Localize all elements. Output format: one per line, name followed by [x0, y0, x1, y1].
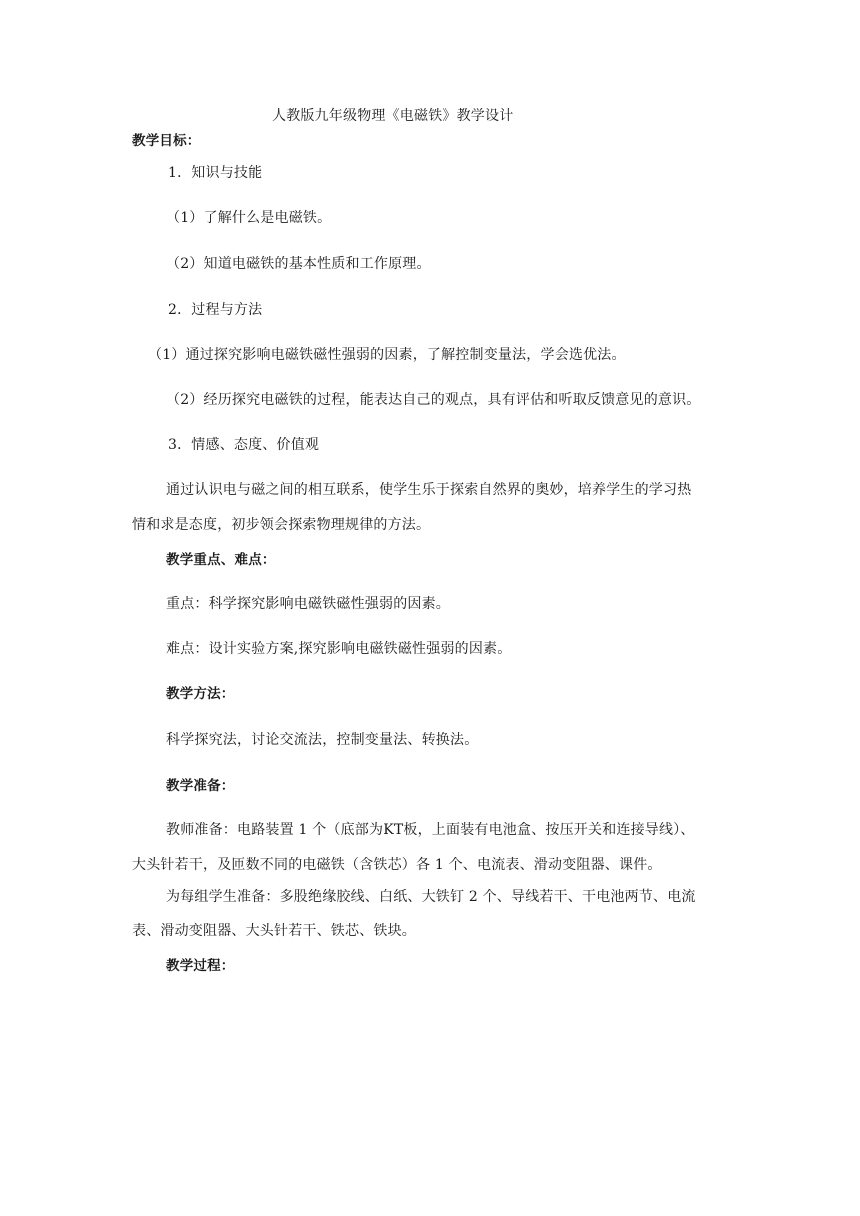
emotion-paragraph: 通过认识电与磁之间的相互联系，使学生乐于探索自然界的奥妙，培养学生的学习热 [166, 482, 692, 498]
process-heading: 教学过程： [166, 958, 235, 974]
emotion-attitude-heading: 3．情感、态度、价值观 [168, 437, 320, 453]
objectives-heading: 教学目标： [132, 133, 201, 149]
document-title: 人教版九年级物理《电磁铁》教学设计 [272, 108, 514, 124]
objective-item: （1）通过探究影响电磁铁磁性强弱的因素，了解控制变量法，学会选优法。 [148, 347, 626, 363]
objective-item: （2）经历探究电磁铁的过程，能表达自己的观点，具有评估和听取反馈意见的意识。 [166, 392, 701, 408]
focus-text: 重点：科学探究影响电磁铁磁性强弱的因素。 [166, 596, 450, 612]
objective-item: （2）知道电磁铁的基本性质和工作原理。 [166, 256, 431, 272]
teacher-preparation: 教师准备：电路装置 1 个（底部为KT板，上面装有电池盒、按压开关和连接导线）、 [166, 822, 695, 838]
methods-heading: 教学方法： [166, 686, 235, 702]
student-preparation: 为每组学生准备：多股绝缘胶线、白纸、大铁钉 2 个、导线若干、干电池两节、电流 [166, 889, 696, 905]
preparation-heading: 教学准备： [166, 778, 235, 794]
knowledge-skills-heading: 1．知识与技能 [168, 165, 263, 181]
student-preparation: 表、滑动变阻器、大头针若干、铁芯、铁块。 [132, 923, 416, 939]
methods-text: 科学探究法，讨论交流法，控制变量法、转换法。 [166, 732, 479, 748]
teacher-preparation: 大头针若干，及匝数不同的电磁铁（含铁芯）各 1 个、电流表、滑动变阻器、课件。 [132, 857, 662, 873]
emotion-paragraph: 情和求是态度，初步领会探索物理规律的方法。 [132, 517, 431, 533]
objective-item: （1）了解什么是电磁铁。 [166, 210, 332, 226]
process-method-heading: 2．过程与方法 [168, 302, 263, 318]
difficulty-text: 难点：设计实验方案,探究影响电磁铁磁性强弱的因素。 [166, 641, 512, 657]
key-points-heading: 教学重点、难点： [166, 552, 276, 568]
